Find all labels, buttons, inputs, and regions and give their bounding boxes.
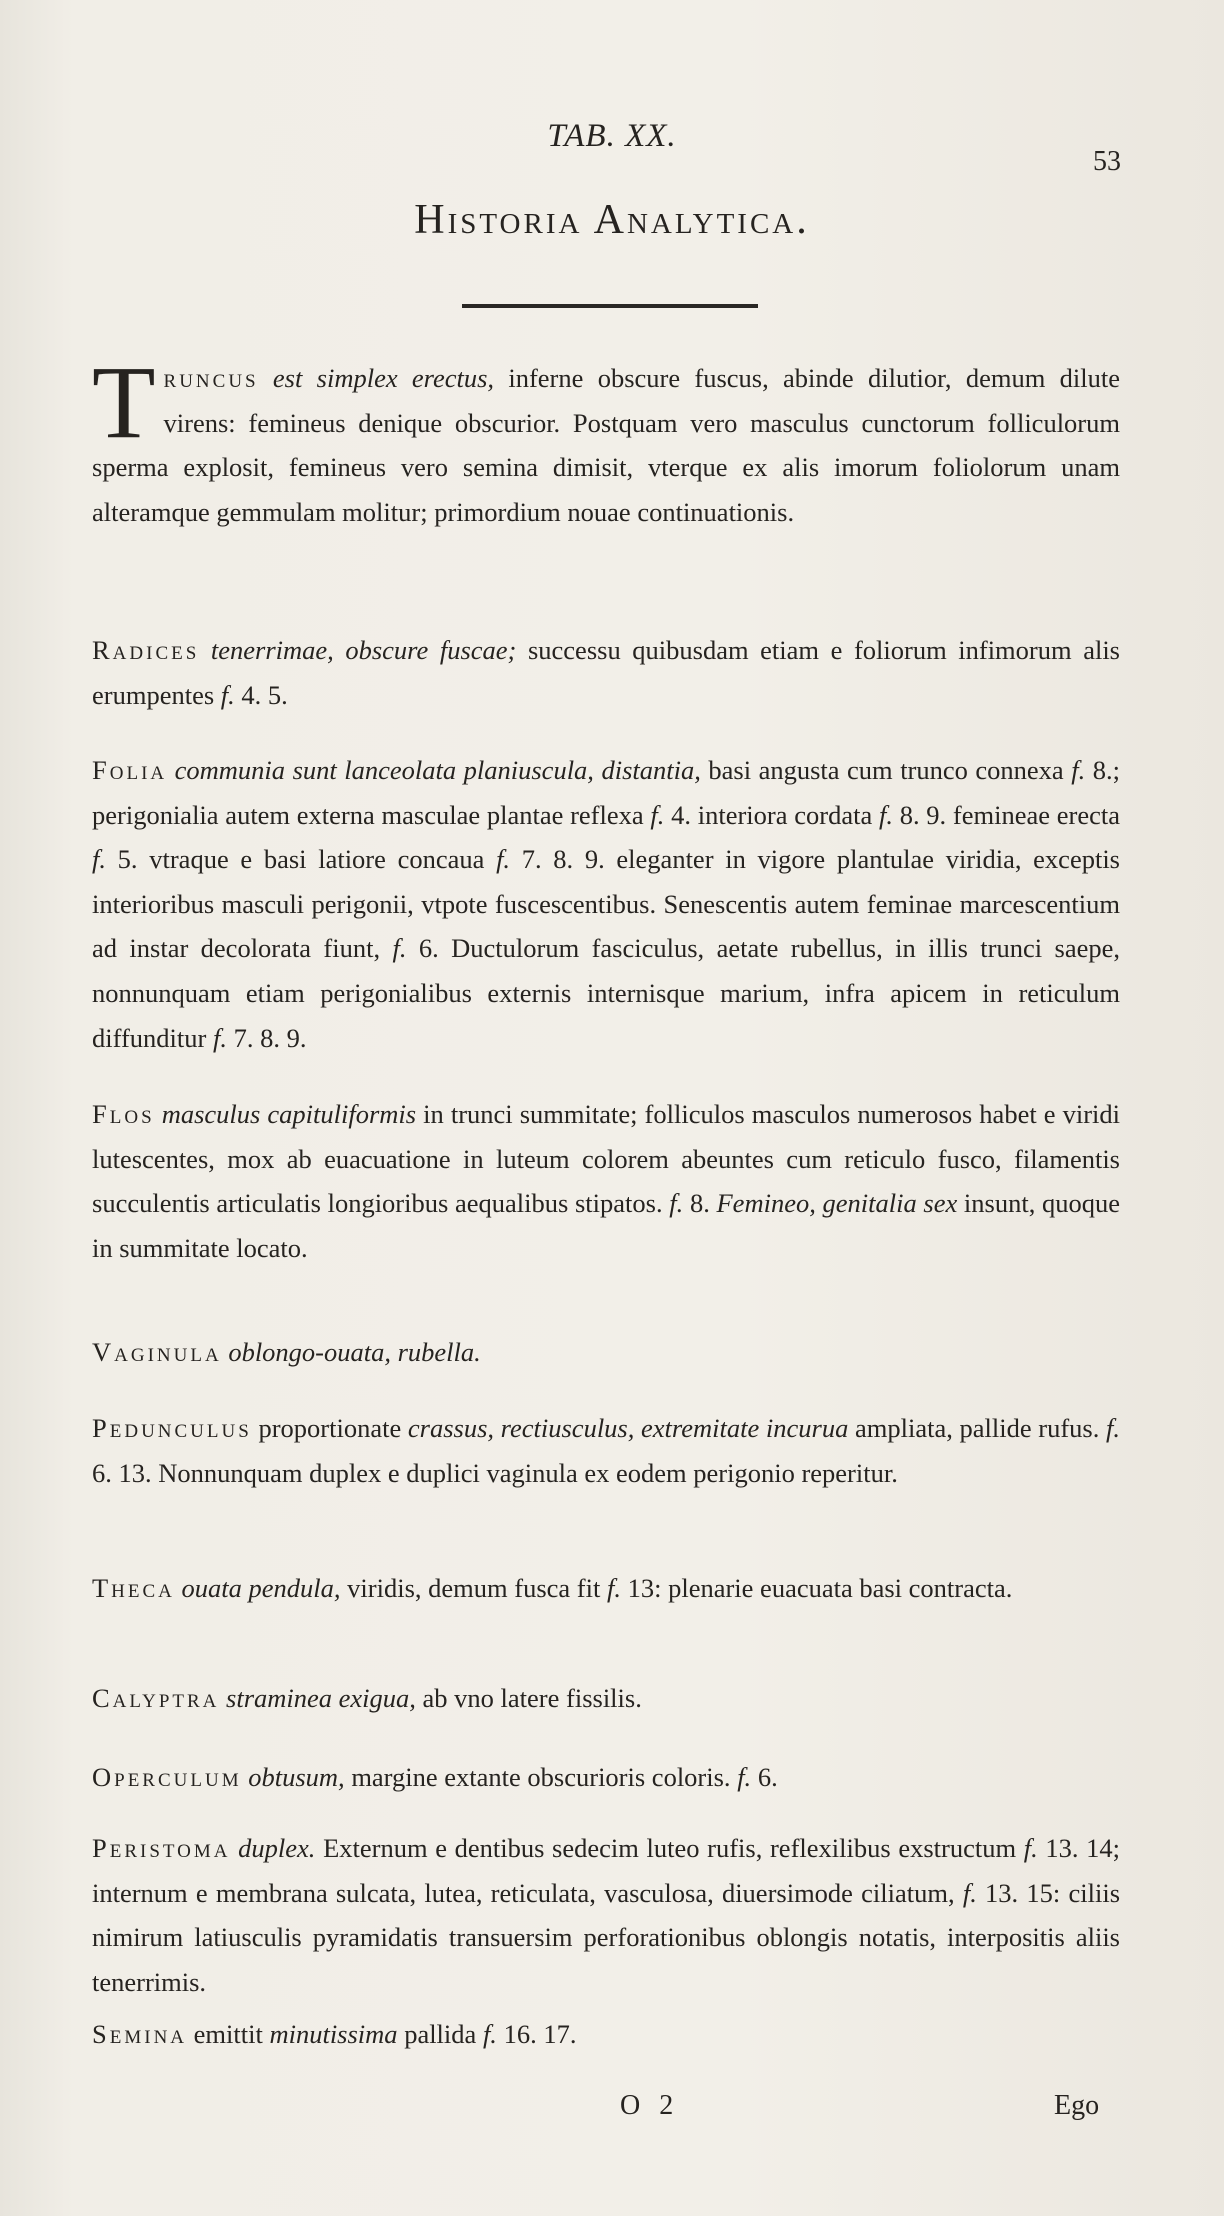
paragraph-radices: Radices tenerrimae, obscure fuscae; successu quibusdam etiam e foliorum infimorum alis erumpentes f. 4. 5. <box>92 635 1120 710</box>
title-rule <box>462 304 758 308</box>
signature-mark: O 2 <box>620 2090 680 2121</box>
keyword: runcus <box>163 363 259 393</box>
page-title: Historia Analytica. <box>414 197 810 243</box>
paragraph-vaginula: Vaginula oblongo-ouata, rubella. <box>92 1337 481 1367</box>
paragraph-calyptra: Calyptra straminea exigua, ab vno latere fissilis. <box>92 1683 642 1713</box>
plate-heading: TAB. XX. <box>547 118 677 154</box>
paragraph-operculum: Operculum obtusum, margine extante obscurioris coloris. f. 6. <box>92 1762 778 1792</box>
paragraph-theca: Theca ouata pendula, viridis, demum fusca fit f. 13: plenarie euacuata basi contracta. <box>92 1573 1013 1603</box>
page-number: 53 <box>1093 146 1121 177</box>
paragraph-peristoma: Peristoma duplex. Externum e dentibus sedecim luteo rufis, reflexilibus exstructum f. 13. 14; internum e membrana sulcata, lutea, reticulata, vasculosa, diuersimode ciliatum, f. 13. 15: ciliis nimirum latiusculis pyramidatis transuersim perforationibus oblongis notatis, interpositis aliis tenerrimis. <box>92 1833 1121 1997</box>
paragraph-truncus: Truncus est simplex erectus, inferne obscure fuscus, abinde dilutior, demum dilute virens: femineus denique obscurior. Postquam vero masculus cunctorum folliculorum sperma explosit, femineus vero semina dimisit, vterque ex alis imorum foliolorum unam alteramque gemmulam molitur; primordium nouae continuationis. <box>92 345 1120 527</box>
catchword: Ego <box>1054 2090 1100 2121</box>
paragraph-folia: Folia communia sunt lanceolata planiuscula, distantia, basi angusta cum trunco connexa f. 8.; perigonialia autem externa masculae plantae reflexa f. 4. interiora cordata f. 8. 9. femineae erecta f. 5. vtraque e basi latiore concaua f. 7. 8. 9. eleganter in vigore plantulae viridia, exceptis interioribus masculi perigonii, vtpote fuscescentibus. Senescentis autem feminae marcescentium ad instar decolorata fiunt, f. 6. Ductulorum fasciculus, aetate rubellus, in illis trunci saepe, nonnunquam etiam perigonialibus externis internisque marium, infra apicem in reticulum diffunditur f. 7. 8. 9. <box>92 755 1120 1053</box>
paragraph-flos: Flos masculus capituliformis in trunci summitate; folliculos masculos numerosos habet e viridi lutescentes, mox ab euacuatione in luteum colorem abeuntes cum reticulo fusco, filamentis succulentis articulatis longioribus aequalibus stipatos. f. 8. Femineo, genitalia sex insunt, quoque in summitate locato. <box>92 1099 1121 1263</box>
drop-cap: T <box>92 345 156 460</box>
paragraph-pedunculus: Pedunculus proportionate crassus, rectiusculus, extremitate incurua ampliata, pallide rufus. f. 6. 13. Nonnunquam duplex e duplici vaginula ex eodem perigonio reperitur. <box>92 1413 1120 1488</box>
paragraph-semina: Semina emittit minutissima pallida f. 16. 17. <box>92 2019 577 2049</box>
